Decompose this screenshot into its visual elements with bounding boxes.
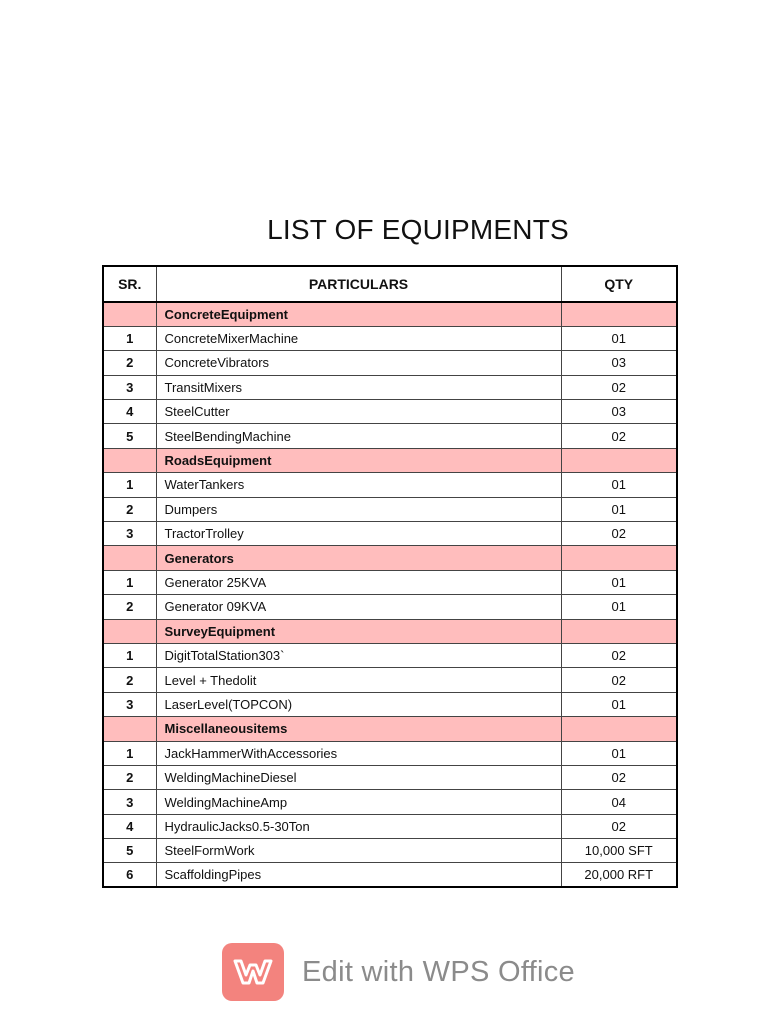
sr-cell: 2 bbox=[103, 595, 156, 619]
qty-cell: 01 bbox=[561, 497, 677, 521]
sr-cell: 1 bbox=[103, 643, 156, 667]
table-row bbox=[103, 814, 677, 838]
table-row bbox=[103, 741, 677, 765]
particulars-cell: JackHammerWithAccessories bbox=[156, 741, 561, 765]
qty-cell: 01 bbox=[561, 326, 677, 350]
sr-cell: 3 bbox=[103, 522, 156, 546]
qty-cell bbox=[561, 717, 677, 741]
sr-cell: 1 bbox=[103, 570, 156, 594]
sr-cell bbox=[103, 619, 156, 643]
qty-cell: 04 bbox=[561, 790, 677, 814]
table-header-row bbox=[103, 266, 677, 302]
qty-cell: 01 bbox=[561, 595, 677, 619]
qty-cell bbox=[561, 546, 677, 570]
particulars-cell: SteelFormWork bbox=[156, 839, 561, 863]
header-qty: QTY bbox=[561, 266, 677, 302]
qty-cell: 01 bbox=[561, 473, 677, 497]
particulars-cell: SurveyEquipment bbox=[156, 619, 561, 643]
sr-cell bbox=[103, 302, 156, 326]
qty-cell: 01 bbox=[561, 741, 677, 765]
qty-cell: 02 bbox=[561, 375, 677, 399]
sr-cell bbox=[103, 448, 156, 472]
table-row bbox=[103, 570, 677, 594]
sr-cell: 1 bbox=[103, 326, 156, 350]
table-row bbox=[103, 668, 677, 692]
sr-cell: 2 bbox=[103, 668, 156, 692]
particulars-cell: SteelCutter bbox=[156, 400, 561, 424]
particulars-cell: Generator 09KVA bbox=[156, 595, 561, 619]
qty-cell: 01 bbox=[561, 692, 677, 716]
table-row bbox=[103, 863, 677, 887]
section-row bbox=[103, 302, 677, 326]
section-row bbox=[103, 546, 677, 570]
wps-edit-banner[interactable] bbox=[222, 942, 575, 1002]
qty-cell: 02 bbox=[561, 643, 677, 667]
sr-cell: 1 bbox=[103, 741, 156, 765]
particulars-cell: ScaffoldingPipes bbox=[156, 863, 561, 887]
sr-cell: 3 bbox=[103, 692, 156, 716]
sr-cell: 1 bbox=[103, 473, 156, 497]
particulars-cell: TractorTrolley bbox=[156, 522, 561, 546]
qty-cell bbox=[561, 302, 677, 326]
sr-cell: 2 bbox=[103, 765, 156, 789]
header-particulars: PARTICULARS bbox=[156, 266, 561, 302]
wps-w-glyph-icon bbox=[232, 956, 274, 988]
particulars-cell: TransitMixers bbox=[156, 375, 561, 399]
table-row bbox=[103, 522, 677, 546]
wps-edit-label: Edit with WPS Office bbox=[302, 955, 575, 988]
particulars-cell: WeldingMachineDiesel bbox=[156, 765, 561, 789]
sr-cell: 2 bbox=[103, 497, 156, 521]
sr-cell: 3 bbox=[103, 790, 156, 814]
qty-cell: 02 bbox=[561, 424, 677, 448]
particulars-cell: WaterTankers bbox=[156, 473, 561, 497]
particulars-cell: SteelBendingMachine bbox=[156, 424, 561, 448]
table-row bbox=[103, 595, 677, 619]
table-row bbox=[103, 400, 677, 424]
particulars-cell: Generators bbox=[156, 546, 561, 570]
sr-cell bbox=[103, 546, 156, 570]
particulars-cell: Level + Thedolit bbox=[156, 668, 561, 692]
sr-cell: 6 bbox=[103, 863, 156, 887]
qty-cell: 02 bbox=[561, 668, 677, 692]
qty-cell: 03 bbox=[561, 351, 677, 375]
particulars-cell: DigitTotalStation303` bbox=[156, 643, 561, 667]
wps-w-logo-icon bbox=[222, 943, 284, 1001]
qty-cell bbox=[561, 619, 677, 643]
particulars-cell: Generator 25KVA bbox=[156, 570, 561, 594]
particulars-cell: WeldingMachineAmp bbox=[156, 790, 561, 814]
section-row bbox=[103, 619, 677, 643]
sr-cell: 2 bbox=[103, 351, 156, 375]
sr-cell: 4 bbox=[103, 814, 156, 838]
particulars-cell: RoadsEquipment bbox=[156, 448, 561, 472]
sr-cell: 5 bbox=[103, 839, 156, 863]
particulars-cell: Miscellaneousitems bbox=[156, 717, 561, 741]
particulars-cell: HydraulicJacks0.5-30Ton bbox=[156, 814, 561, 838]
qty-cell: 02 bbox=[561, 765, 677, 789]
particulars-cell: LaserLevel(TOPCON) bbox=[156, 692, 561, 716]
table-body bbox=[103, 302, 677, 887]
qty-cell: 10,000 SFT bbox=[561, 839, 677, 863]
qty-cell: 02 bbox=[561, 814, 677, 838]
header-sr: SR. bbox=[103, 266, 156, 302]
particulars-cell: ConcreteEquipment bbox=[156, 302, 561, 326]
table-row bbox=[103, 375, 677, 399]
table-row bbox=[103, 351, 677, 375]
sr-cell: 4 bbox=[103, 400, 156, 424]
table-row bbox=[103, 692, 677, 716]
table-row bbox=[103, 839, 677, 863]
qty-cell: 01 bbox=[561, 570, 677, 594]
table-row bbox=[103, 643, 677, 667]
table-row bbox=[103, 790, 677, 814]
particulars-cell: ConcreteMixerMachine bbox=[156, 326, 561, 350]
qty-cell: 20,000 RFT bbox=[561, 863, 677, 887]
sr-cell: 3 bbox=[103, 375, 156, 399]
table-row bbox=[103, 424, 677, 448]
sr-cell: 5 bbox=[103, 424, 156, 448]
page-title: LIST OF EQUIPMENTS bbox=[267, 214, 569, 245]
equipment-table bbox=[102, 265, 678, 888]
table-row bbox=[103, 765, 677, 789]
particulars-cell: ConcreteVibrators bbox=[156, 351, 561, 375]
sr-cell bbox=[103, 717, 156, 741]
qty-cell: 02 bbox=[561, 522, 677, 546]
particulars-cell: Dumpers bbox=[156, 497, 561, 521]
table-row bbox=[103, 326, 677, 350]
section-row bbox=[103, 448, 677, 472]
table-row bbox=[103, 473, 677, 497]
table-row bbox=[103, 497, 677, 521]
qty-cell: 03 bbox=[561, 400, 677, 424]
section-row bbox=[103, 717, 677, 741]
qty-cell bbox=[561, 448, 677, 472]
